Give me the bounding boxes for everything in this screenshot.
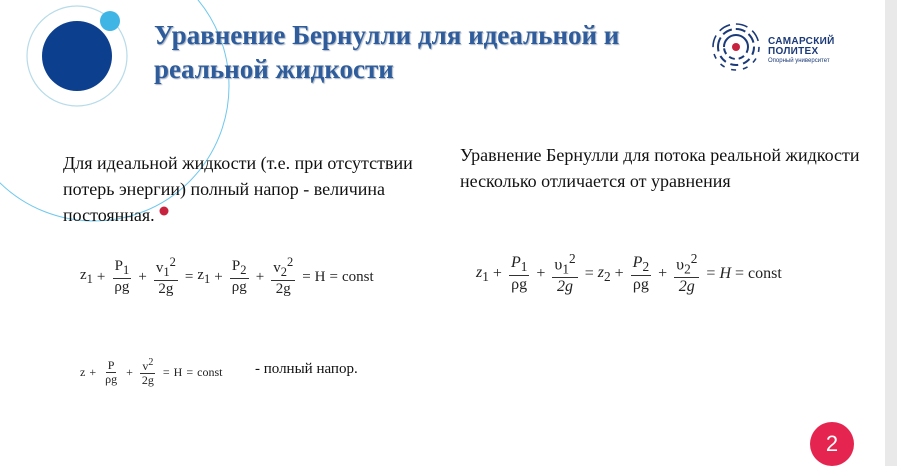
ideal-fluid-text: Для идеальной жидкости (т.е. при отсутствии потерь энергии) полный напор - величина постоянная. xyxy=(63,153,413,225)
logo-text-line1: САМАРСКИЙ xyxy=(768,36,835,47)
real-velocity-fraction-2: $\frac{\upsilon_2^2}{2g}$ xyxy=(676,251,698,296)
dark-blue-circle xyxy=(42,21,112,91)
light-blue-dot xyxy=(100,11,120,31)
logo-subtitle: Опорный университет xyxy=(768,58,830,64)
logo-text-line2: ПОЛИТЕХ xyxy=(768,46,819,57)
const-label: const xyxy=(341,268,374,285)
pressure-fraction-1: $\frac{P_1}{\rho g}$ xyxy=(114,258,130,295)
pressure-fraction-2: $\frac{P_2}{\rho g}$ xyxy=(231,258,247,295)
head-velocity-fraction: $\frac{v^2}{2g}$ xyxy=(141,357,154,388)
logo-mark-icon xyxy=(710,22,762,72)
slide-title: Уравнение Бернулли для идеальной и реальной жидкости xyxy=(154,20,620,84)
real-pressure-fraction-1: $\frac{P_1}{\rho g}$ xyxy=(510,254,528,293)
bernoulli-ideal-formula: $z_1$ + $\frac{P_1}{\rho g}$ + $\frac{v_1^2}{2g}$ = $z_1$ + $\frac{P_2}{\rho g}$ + $\frac{v_2^2}{2g}$ = H = const xyxy=(80,255,374,297)
z1-term-repeat: $z_1$ xyxy=(197,267,211,286)
bernoulli-real-formula: $z_1$ + $\frac{P_1}{\rho g}$ + $\frac{\upsilon_1^2}{2g}$ = $z_2$ + $\frac{P_2}{\rho g}$ + $\frac{\upsilon_2^2}{2g}$ = H = const xyxy=(476,251,782,296)
total-head-note: - полный напор. xyxy=(255,361,358,377)
head-pressure-fraction: $\frac{P}{\rho g}$ xyxy=(105,357,118,386)
page-number-badge: 2 xyxy=(810,422,854,466)
real-velocity-fraction-1: $\frac{\upsilon_1^2}{2g}$ xyxy=(554,251,576,296)
velocity-fraction-2: $\frac{v_2^2}{2g}$ xyxy=(273,255,294,297)
real-fluid-text: Уравнение Бернулли для потока реальной жидкости несколько отличается от уравнения xyxy=(460,145,860,191)
university-logo xyxy=(710,22,850,72)
velocity-fraction-1: $\frac{v_1^2}{2g}$ xyxy=(155,255,176,297)
total-head-formula: z + $\frac{P}{\rho g}$ + $\frac{v^2}{2g}$ = H = const xyxy=(80,357,223,388)
z1-term: $z_1$ xyxy=(80,267,93,286)
head-symbol: H xyxy=(314,268,326,285)
real-pressure-fraction-2: $\frac{P_2}{\rho g}$ xyxy=(632,254,650,293)
right-gutter xyxy=(885,0,897,466)
